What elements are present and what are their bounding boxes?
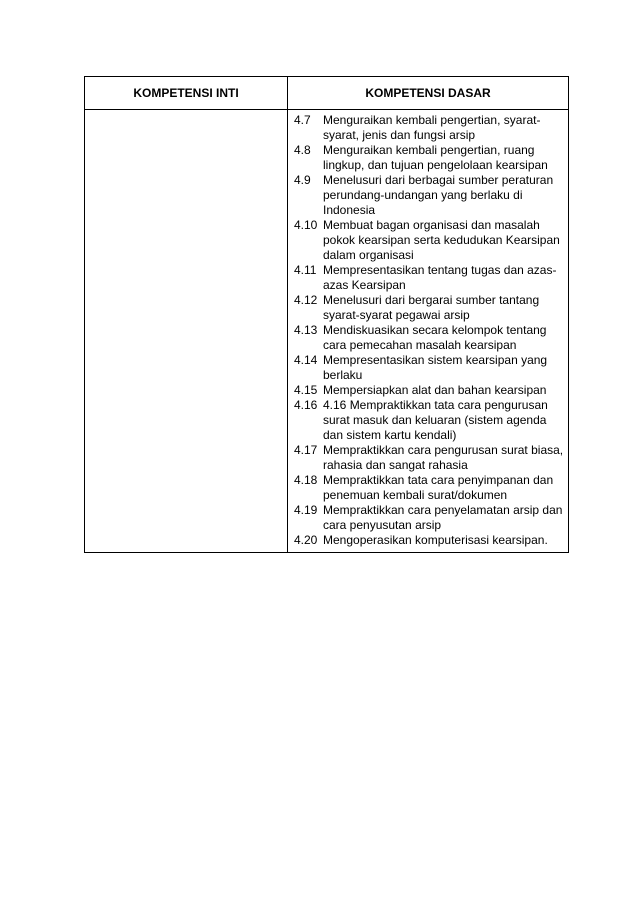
header-kompetensi-inti: KOMPETENSI INTI [85,77,288,110]
kompetensi-dasar-cell [288,110,569,553]
item-number: 4.12 [294,293,318,307]
item-text: Menelusuri dari berbagai sumber peraturan perundang-undangan yang berlaku di Indonesia [323,173,554,217]
item-number: 4.8 [294,143,311,157]
item-number: 4.11 [294,263,317,277]
item-number: 4.14 [294,353,318,367]
item-number: 4.17 [294,443,318,457]
item-number: 4.10 [294,218,318,232]
item-text: Mempraktikkan cara pengurusan surat biasa, rahasia dan sangat rahasia [323,443,564,472]
list-item [294,293,564,323]
item-number: 4.18 [294,473,318,487]
table-row [85,110,569,553]
item-text: Mempraktikkan tata cara penyimpanan dan penemuan kembali surat/dokumen [323,473,554,502]
list-item [294,443,564,473]
item-text: Mengoperasikan komputerisasi kearsipan. [323,533,548,547]
item-text: Mempresentasikan sistem kearsipan yang berlaku [323,353,548,382]
table-header-row [85,77,569,110]
list-item [294,353,564,383]
list-item [294,218,564,263]
item-text: Menelusuri dari bergarai sumber tantang syarat-syarat pegawai arsip [323,293,540,322]
item-number: 4.16 [294,398,318,412]
item-number: 4.19 [294,503,318,517]
item-number: 4.7 [294,113,311,127]
list-item [294,503,564,533]
list-item [294,383,564,398]
item-number: 4.9 [294,173,311,187]
item-text: Mempresentasikan tentang tugas dan azas-azas Kearsipan [323,263,557,292]
item-text: Menguraikan kembali pengertian, ruang lingkup, dan tujuan pengelolaan kearsipan [323,143,548,172]
item-text: Mempraktikkan cara penyelamatan arsip dan cara penyusutan arsip [323,503,563,532]
list-item [294,113,564,143]
list-item [294,398,564,443]
item-text: Mempersiapkan alat dan bahan kearsipan [323,383,547,397]
list-item [294,263,564,293]
list-item [294,533,564,548]
item-text: Membuat bagan organisasi dan masalah pokok kearsipan serta kedudukan Kearsipan dalam organisasi [323,218,560,262]
list-item [294,473,564,503]
competency-table [84,76,569,553]
list-item [294,323,564,353]
kompetensi-dasar-list [294,113,564,548]
item-number: 4.15 [294,383,318,397]
item-text: Menguraikan kembali pengertian, syarat-syarat, jenis dan fungsi arsip [323,113,541,142]
item-number: 4.13 [294,323,318,337]
kompetensi-inti-cell [85,110,288,553]
list-item [294,143,564,173]
item-number: 4.20 [294,533,318,547]
list-item [294,173,564,218]
item-text: Mendiskuasikan secara kelompok tentang cara pemecahan masalah kearsipan [323,323,547,352]
header-kompetensi-dasar: KOMPETENSI DASAR [288,77,569,110]
item-text: 4.16 Mempraktikkan tata cara pengurusan surat masuk dan keluaran (sistem agenda dan sistem kartu kendali) [323,398,548,442]
